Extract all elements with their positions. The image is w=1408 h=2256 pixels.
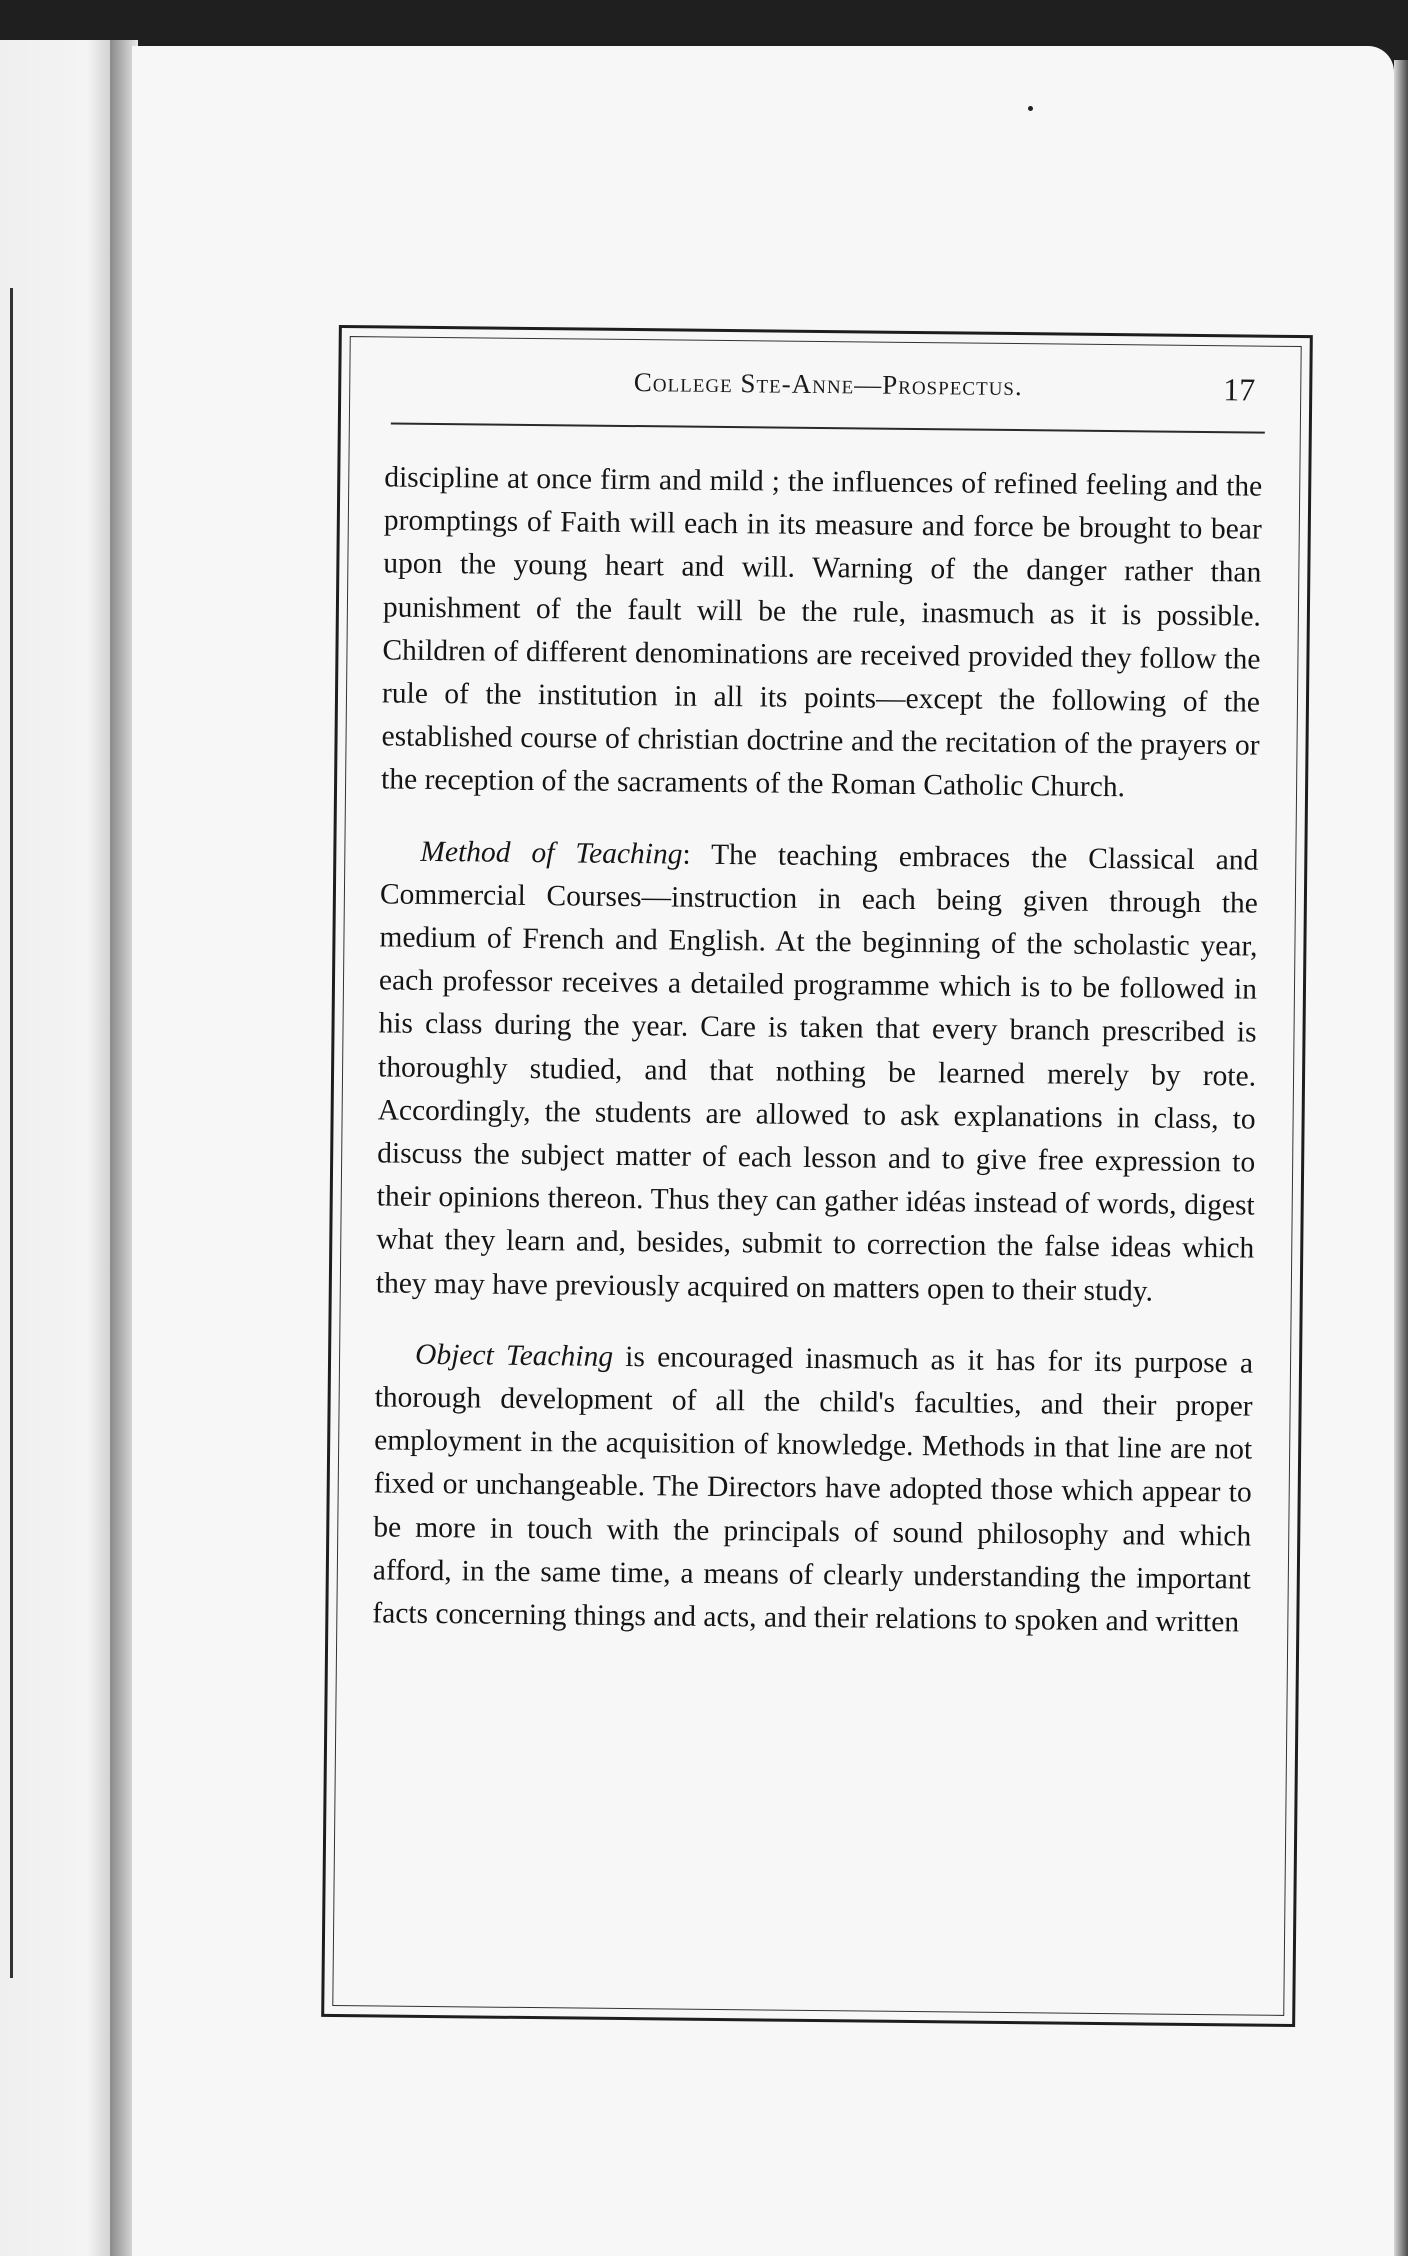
paragraph-text: discipline at once firm and mild ; the influences of refined feeling and the promptings of Faith will each in its measure and force be brought to bear upon the young heart and will. Warning of the danger rather than punishment of the fault will be the rule, inasmuch as it is possible. Children of different denominations are received provided they follow the rule of the institution in all its points—except the following of the established course of christian doctrine and the recitation of the prayers or the reception of the sacraments of the Roman Catholic Church. bbox=[380, 461, 1263, 804]
page-number: 17 bbox=[1223, 371, 1256, 408]
right-page bbox=[132, 46, 1394, 2256]
body-text bbox=[372, 456, 1262, 1644]
paragraph-lead: Method of Teaching bbox=[420, 835, 683, 871]
running-header bbox=[391, 364, 1265, 417]
paragraph-method-of-teaching bbox=[376, 830, 1259, 1314]
running-header-title: College Ste-Anne—Prospectus. bbox=[633, 367, 1023, 402]
page-frame bbox=[321, 325, 1313, 2027]
left-page-edge bbox=[0, 40, 125, 2256]
paragraph-text: : The teaching embraces the Classical and Commercial Courses—instruction in each being given through the medium of French and English. At the beginning of the scholastic year, each professor receives a detailed programme which is to be followed in his class during the year. Care is taken that every branch prescribed is thoroughly studied, and that nothing be learned merely by rote. Accordingly, the students are allowed to ask explanations in class, to discuss the subject matter of each lesson and to give free expression to their opinions thereon. Thus they can gather idéas instead of words, digest what they learn and, besides, submit to correction the false ideas which they may have previously acquired on matters open to their study. bbox=[375, 838, 1259, 1308]
paragraph-lead: Object Teaching bbox=[414, 1338, 614, 1373]
left-page-frame-fragment bbox=[0, 288, 13, 1978]
right-page-edge bbox=[1394, 60, 1408, 2256]
paragraph-discipline bbox=[381, 456, 1263, 811]
paragraph-object-teaching bbox=[372, 1333, 1253, 1645]
paragraph-text: is encouraged inasmuch as it has for its purpose a thorough development of all the child's faculties, and their proper employment in the acquisition of knowledge. Methods in that line are not fixed or unchangeable. The Directors have adopted those which appear to be more in touch with the principals of sound philosophy and which afford, in the same time, a means of clearly understanding the important facts concerning things and acts, and their relations to spoken and written bbox=[372, 1340, 1254, 1639]
scan-speck bbox=[1028, 106, 1033, 111]
